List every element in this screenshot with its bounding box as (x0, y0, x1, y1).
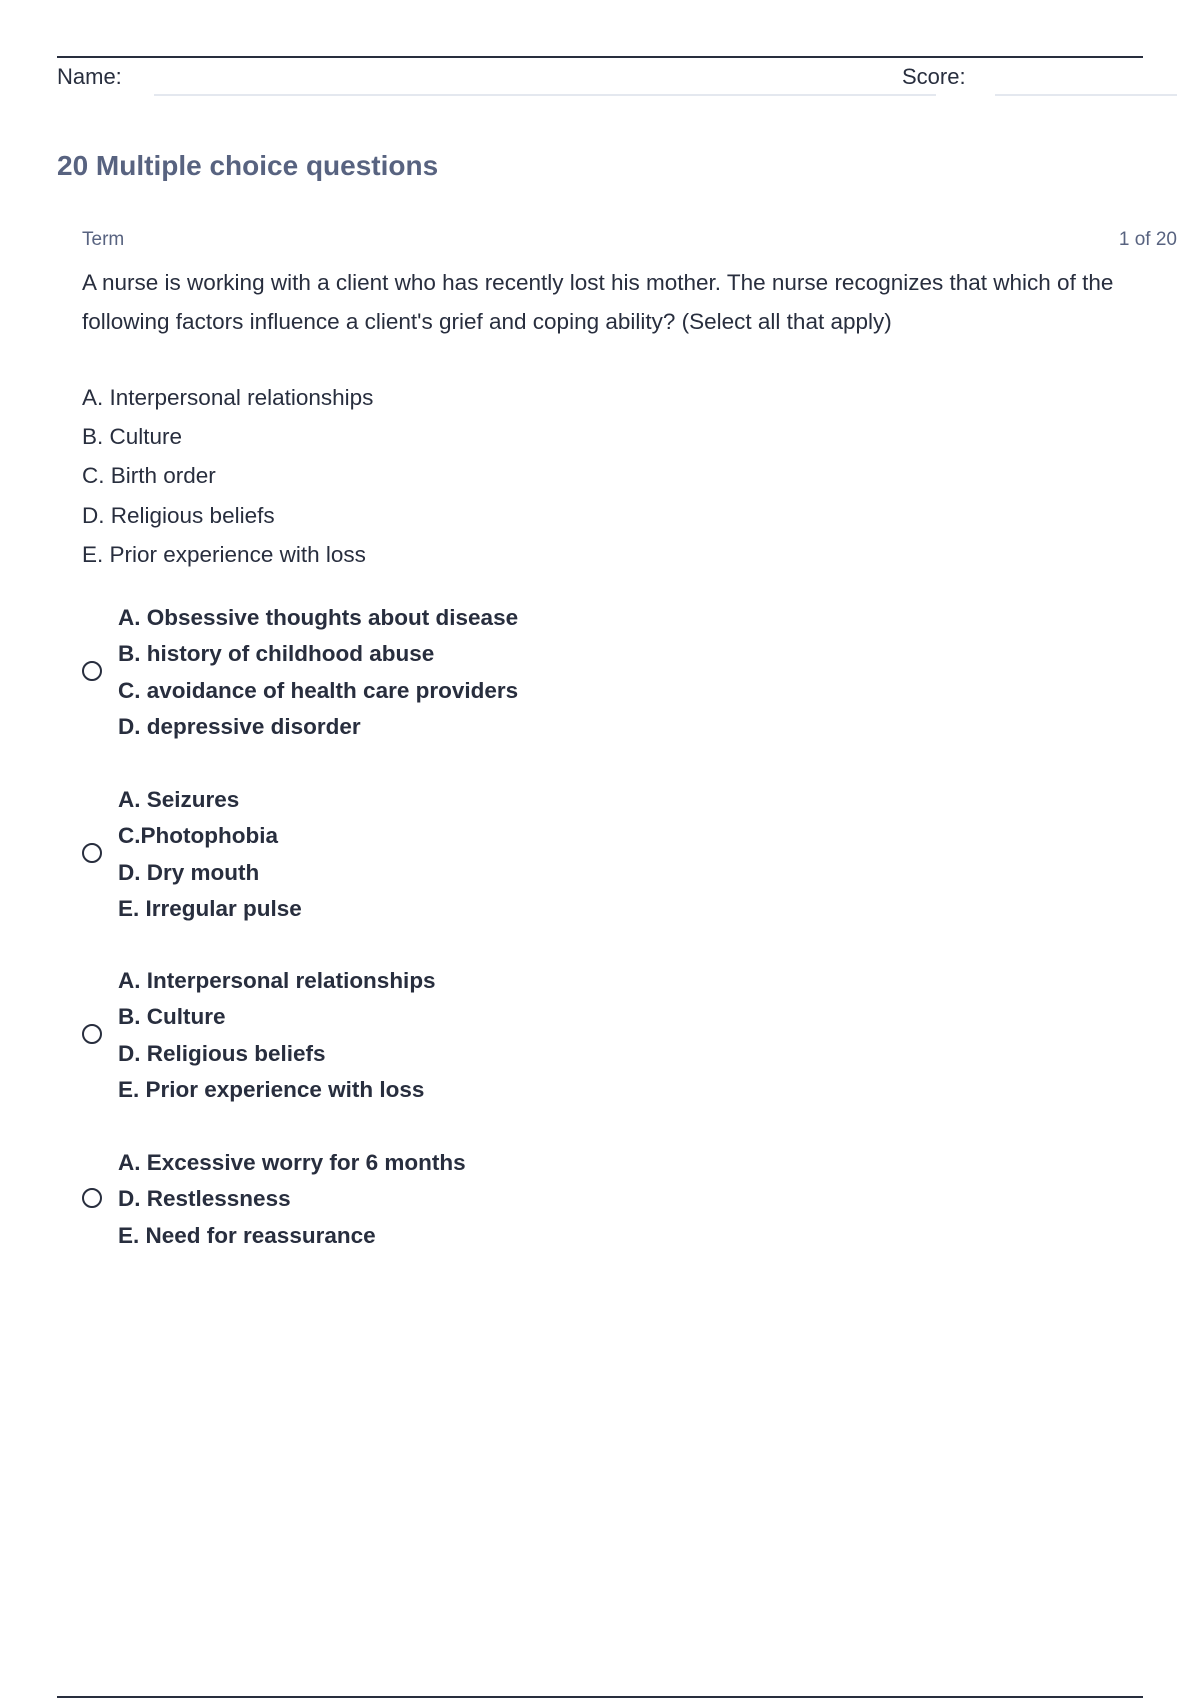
term-option: B. Culture (82, 424, 183, 450)
choice-line: C.Photophobia (118, 823, 278, 849)
header-row (57, 63, 1177, 97)
radio-button-icon[interactable] (82, 661, 102, 681)
term-option: E. Prior experience with loss (82, 541, 366, 567)
choice-line: D. depressive disorder (118, 713, 361, 739)
choice-line: A. Interpersonal relationships (118, 968, 436, 993)
question-prompt: A nurse is working with a client who has recently lost his mother. The nurse recognizes that which of the following factors influence a client's grief and coping ability? (Select all that apply) (82, 270, 1114, 334)
score-label: Score: (902, 64, 966, 89)
answer-choice-text (118, 963, 436, 1108)
question-counter: 1 of 20 (1118, 229, 1177, 250)
choice-line: B. Culture (118, 1004, 226, 1030)
choice-line: E. Need for reassurance (118, 1222, 376, 1248)
name-field-line[interactable] (154, 94, 936, 96)
score-field-line[interactable] (995, 94, 1177, 96)
choice-line: A. Obsessive thoughts about disease (118, 605, 519, 630)
answer-choice-text (118, 600, 518, 745)
term-label: Term (82, 229, 125, 250)
answer-choice-text (118, 1145, 466, 1254)
choice-line: C. avoidance of health care providers (118, 677, 519, 703)
choice-line: D. Religious beliefs (118, 1040, 326, 1066)
choice-line: A. Seizures (118, 787, 240, 812)
choice-line: E. Irregular pulse (118, 895, 302, 921)
bottom-rule (57, 1696, 1143, 1698)
term-options-list (82, 378, 373, 574)
choice-line: A. Excessive worry for 6 months (118, 1150, 466, 1175)
radio-button-icon[interactable] (82, 843, 102, 863)
choice-line: B. history of childhood abuse (118, 641, 435, 667)
term-option: D. Religious beliefs (82, 502, 275, 528)
answer-choice-text (118, 782, 302, 927)
choice-line: D. Restlessness (118, 1186, 291, 1212)
section-title: 20 Multiple choice questions (57, 150, 439, 181)
choice-line: E. Prior experience with loss (118, 1076, 425, 1102)
term-option: A. Interpersonal relationships (82, 385, 374, 410)
radio-button-icon[interactable] (82, 1188, 102, 1208)
top-rule (57, 56, 1143, 58)
choice-line: D. Dry mouth (118, 859, 260, 885)
term-option: C. Birth order (82, 463, 216, 489)
radio-button-icon[interactable] (82, 1024, 102, 1044)
name-label: Name: (57, 64, 122, 89)
